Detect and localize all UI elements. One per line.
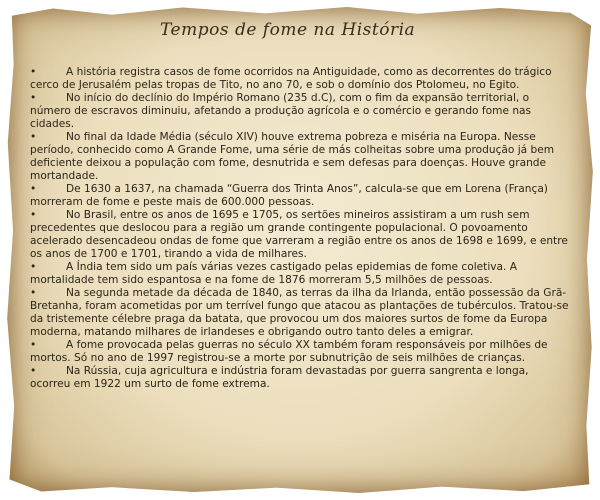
- bullet-icon: •: [30, 183, 37, 195]
- list-item: [30, 287, 570, 339]
- bullet-icon: •: [30, 131, 37, 143]
- list-item: [30, 209, 570, 261]
- list-item: [30, 131, 570, 183]
- bullet-icon: •: [30, 365, 37, 377]
- bullet-icon: •: [30, 209, 37, 221]
- list-item-text: No início do declínio do Império Romano (235 d.C), com o fim da expansão territorial, o número de escravos diminuiu, afetando a produção agrícola e o comércio e gerando fome nas cidades.: [30, 92, 532, 130]
- list-item: [30, 339, 570, 365]
- list-item-text: A história registra casos de fome ocorridos na Antiguidade, como as decorrentes do trágico cerco de Jerusalém pelas tropas de Tito, no ano 70, e sob o domínio dos Ptolomeu, no Egito.: [30, 66, 552, 91]
- bullet-icon: •: [30, 339, 37, 351]
- list-item-text: No Brasil, entre os anos de 1695 e 1705, os sertões mineiros assistiram a um rush sem precedentes que deslocou para a região um grande contingente populacional. O povoamento acelerado desencadeou ondas de fome que varreram a região entre os anos de 1698 e 1699, e entre os anos de 1700 e 1701, tirando a vida de milhares.: [30, 209, 568, 260]
- list-item: [30, 183, 570, 209]
- bullet-icon: •: [30, 66, 37, 78]
- list-item: [30, 261, 570, 287]
- list-item: [30, 66, 570, 92]
- list-item-text: De 1630 a 1637, na chamada “Guerra dos Trinta Anos”, calcula-se que em Lorena (França) morreram de fome e peste mais de 600.000 pessoas.: [30, 183, 548, 208]
- list-item: [30, 92, 570, 131]
- page-title: Tempos de fome na História: [160, 20, 416, 40]
- bullet-icon: •: [30, 92, 37, 104]
- list-item-text: A fome provocada pelas guerras no século XX também foram responsáveis por milhões de mortos. Só no ano de 1997 registrou-se a morte por subnutrição de seis milhões de crianças.: [30, 339, 548, 364]
- list-item-text: No final da Idade Média (século XIV) houve extrema pobreza e miséria na Europa. Nesse período, conhecido como A Grande Fome, uma série de más colheitas sobre uma produção já bem deficiente deixou a população com fome, desnutrida e sem defesas para doenças. Houve grande mortandade.: [30, 131, 555, 182]
- bullet-icon: •: [30, 261, 37, 273]
- bullet-icon: •: [30, 287, 37, 299]
- bullet-list: [30, 66, 570, 391]
- list-item: [30, 365, 570, 391]
- list-item-text: Na Rússia, cuja agricultura e indústria foram devastadas por guerra sangrenta e longa, ocorreu em 1922 um surto de fome extrema.: [30, 365, 529, 390]
- list-item-text: A Índia tem sido um país várias vezes castigado pelas epidemias de fome coletiva. A mortalidade tem sido espantosa e na fome de 1876 morreram 5,5 milhões de pessoas.: [30, 261, 517, 286]
- list-item-text: Na segunda metade da década de 1840, as terras da ilha da Irlanda, então possessão da Grã-Bretanha, foram acometidas por um terrível fungo que atacou as plantações de tubérculos. Tratou-se da tristemente célebre praga da batata, que provocou um dos maiores surtos de fome da Europa moderna, matando milhares de irlandeses e obrigando outro tanto deles a emigrar.: [30, 287, 569, 338]
